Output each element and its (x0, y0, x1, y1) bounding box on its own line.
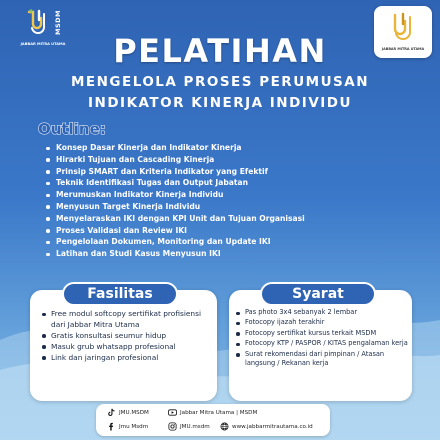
instagram-link[interactable] (168, 422, 210, 431)
fasilitas-item: Link dan jaringan profesional (42, 353, 212, 364)
footer-contacts (96, 404, 330, 436)
fasilitas-item: Masuk grub whatsapp profesional (42, 342, 212, 353)
outline-item: Latihan dan Studi Kasus Menyusun IKI (46, 248, 305, 260)
youtube-channel: Jabbar Mitra Utama | MSDM (180, 409, 258, 416)
outline-item: Menyusun Target Kinerja Individu (46, 201, 305, 213)
youtube-icon (168, 408, 177, 417)
outline-item: Konsep Dasar Kinerja dan Indikator Kinerja (46, 142, 305, 154)
syarat-list (236, 308, 408, 370)
left-logo-caption: JABBAR MITRA UTAMA (20, 42, 66, 46)
outline-item: Teknik Identifikasi Tugas dan Output Jabatan (46, 177, 305, 189)
tiktok-icon (107, 408, 116, 417)
website-link[interactable] (220, 422, 313, 431)
outline-item: Menyelaraskan IKI dengan KPI Unit dan Tujuan Organisasi (46, 213, 305, 225)
syarat-item: Surat rekomendasi dari pimpinan / Atasan langsung / Rekanan kerja (236, 350, 408, 369)
youtube-link[interactable] (168, 408, 257, 417)
syarat-heading: Syarat (260, 282, 376, 306)
outline-item: Proses Validasi dan Review IKI (46, 225, 305, 237)
fasilitas-item: Free modul softcopy sertifikat profisiensi dari Jabbar Mitra Utama (42, 309, 212, 330)
outline-list (46, 142, 305, 260)
facebook-link[interactable] (107, 422, 148, 431)
page-title: PELATIHAN (113, 32, 327, 70)
facebook-icon (107, 422, 116, 431)
jmu-logo-icon (26, 8, 50, 34)
outline-heading: Outline: (38, 120, 106, 138)
fasilitas-heading: Fasilitas (62, 282, 178, 306)
syarat-item: Fotocopy KTP / PASPOR / KITAS pengalaman kerja (236, 339, 408, 348)
outline-item: Pengelolaan Dokumen, Monitoring dan Update IKI (46, 236, 305, 248)
tiktok-handle: JMU.MSDM (119, 409, 149, 416)
syarat-item: Fotocopy ijazah terakhir (236, 318, 408, 327)
subtitle-line-2: INDIKATOR KINERJA INDIVIDU (88, 95, 352, 111)
instagram-handle: JMU.msdm (180, 423, 210, 430)
fasilitas-list (42, 309, 212, 364)
syarat-item: Pas photo 3x4 sebanyak 2 lembar (236, 308, 408, 317)
syarat-item: Fotocopy sertifikat kursus terkait MSDM (236, 329, 408, 338)
tiktok-link[interactable] (107, 408, 149, 417)
instagram-icon (168, 422, 177, 431)
outline-item: Hirarki Tujuan dan Cascading Kinerja (46, 154, 305, 166)
outline-item: Prinsip SMART dan Kriteria Indikator yang Efektif (46, 166, 305, 178)
right-logo-caption: JABBAR MITRA UTAMA (381, 47, 425, 51)
globe-icon (220, 422, 229, 431)
subtitle-line-1: MENGELOLA PROSES PERUMUSAN (70, 74, 370, 90)
website-url: www.jabbarmitrautama.co.id (232, 423, 313, 430)
left-logo-abbr: MSDM (54, 10, 62, 36)
facebook-name: Jmu Msdm (119, 423, 149, 430)
fasilitas-item: Gratis konsultasi seumur hidup (42, 331, 212, 342)
outline-item: Merumuskan Indikator Kinerja Individu (46, 189, 305, 201)
